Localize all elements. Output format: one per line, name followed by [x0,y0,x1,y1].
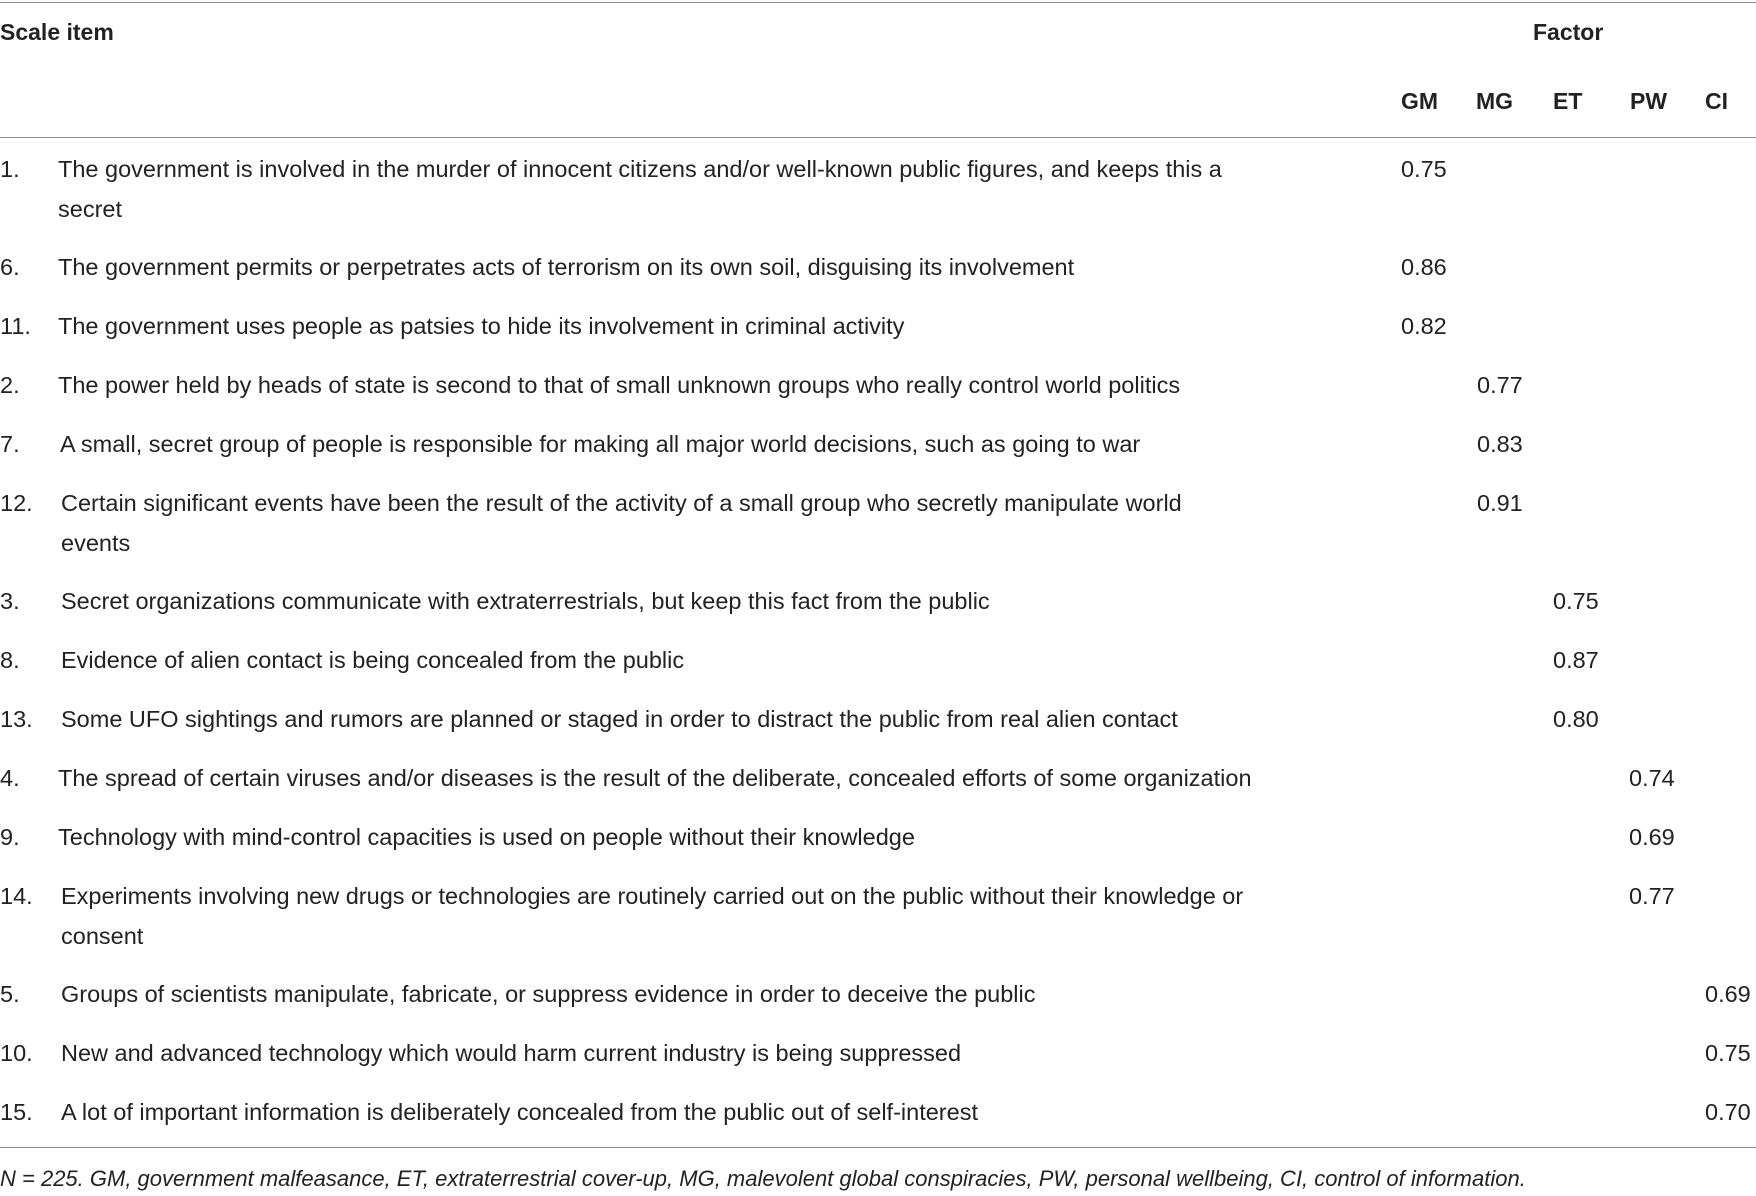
table-top-rule [0,2,1756,3]
row-scale-item-text: New and advanced technology which would harm current industry is being suppressed [61,1040,962,1066]
row-factor-loading: 0.82 [1401,313,1447,339]
row-scale-item-text: Evidence of alien contact is being concealed from the public [61,647,685,673]
header-col-et: ET [1553,88,1583,114]
row-factor-loading: 0.80 [1553,706,1599,732]
header-col-ci: CI [1705,88,1728,114]
row-scale-item-text: secret [58,196,122,222]
row-factor-loading: 0.69 [1705,981,1751,1007]
row-number: 9. [0,824,20,850]
row-number: 4. [0,765,20,791]
header-rule [0,137,1756,138]
row-number: 15. [0,1099,33,1125]
row-number: 10. [0,1040,33,1066]
row-scale-item-text: Secret organizations communicate with extraterrestrials, but keep this fact from the public [61,588,990,614]
header-factor: Factor [1533,19,1604,45]
table-footnote: N = 225. GM, government malfeasance, ET, extraterrestrial cover-up, MG, malevolent global conspiracies, PW, personal wellbeing, CI, control of information. [0,1166,1526,1191]
header-col-gm: GM [1401,88,1439,114]
row-scale-item-text: A lot of important information is deliberately concealed from the public out of self-interest [61,1099,978,1125]
row-scale-item-text: The government permits or perpetrates acts of terrorism on its own soil, disguising its involvement [58,254,1075,280]
row-number: 8. [0,647,20,673]
row-scale-item-text: The spread of certain viruses and/or diseases is the result of the deliberate, concealed efforts of some organization [58,765,1252,791]
row-scale-item-text: Technology with mind-control capacities is used on people without their knowledge [58,824,915,850]
row-number: 5. [0,981,20,1007]
row-number: 6. [0,254,20,280]
row-scale-item-text: consent [61,923,144,949]
row-factor-loading: 0.75 [1705,1040,1751,1066]
row-scale-item-text: Groups of scientists manipulate, fabricate, or suppress evidence in order to deceive the public [61,981,1036,1007]
table-bottom-rule [0,1147,1756,1148]
row-factor-loading: 0.77 [1629,883,1675,909]
row-factor-loading: 0.83 [1477,431,1523,457]
row-factor-loading: 0.75 [1553,588,1599,614]
row-factor-loading: 0.70 [1705,1099,1751,1125]
header-col-mg: MG [1476,88,1514,114]
row-scale-item-text: The government uses people as patsies to hide its involvement in criminal activity [58,313,905,339]
row-number: 2. [0,372,20,398]
row-scale-item-text: Experiments involving new drugs or technologies are routinely carried out on the public without their knowledge or [61,883,1244,909]
row-scale-item-text: The government is involved in the murder of innocent citizens and/or well-known public figures, and keeps this a [58,156,1222,182]
row-factor-loading: 0.91 [1477,490,1523,516]
header-col-pw: PW [1630,88,1668,114]
row-factor-loading: 0.87 [1553,647,1599,673]
row-scale-item-text: Some UFO sightings and rumors are planned or staged in order to distract the public from real alien contact [61,706,1178,732]
row-number: 7. [0,431,20,457]
row-factor-loading: 0.75 [1401,156,1447,182]
row-scale-item-text: Certain significant events have been the result of the activity of a small group who secretly manipulate world [61,490,1182,516]
row-number: 14. [0,883,33,909]
row-factor-loading: 0.74 [1629,765,1675,791]
row-number: 12. [0,490,33,516]
row-number: 11. [0,313,31,339]
row-factor-loading: 0.69 [1629,824,1675,850]
row-scale-item-text: The power held by heads of state is second to that of small unknown groups who really control world politics [58,372,1181,398]
row-factor-loading: 0.77 [1477,372,1523,398]
row-number: 3. [0,588,20,614]
row-number: 1. [0,156,20,182]
row-number: 13. [0,706,33,732]
row-scale-item-text: A small, secret group of people is responsible for making all major world decisions, such as going to war [60,431,1141,457]
row-scale-item-text: events [61,530,131,556]
row-factor-loading: 0.86 [1401,254,1447,280]
header-scale-item: Scale item [0,19,114,45]
